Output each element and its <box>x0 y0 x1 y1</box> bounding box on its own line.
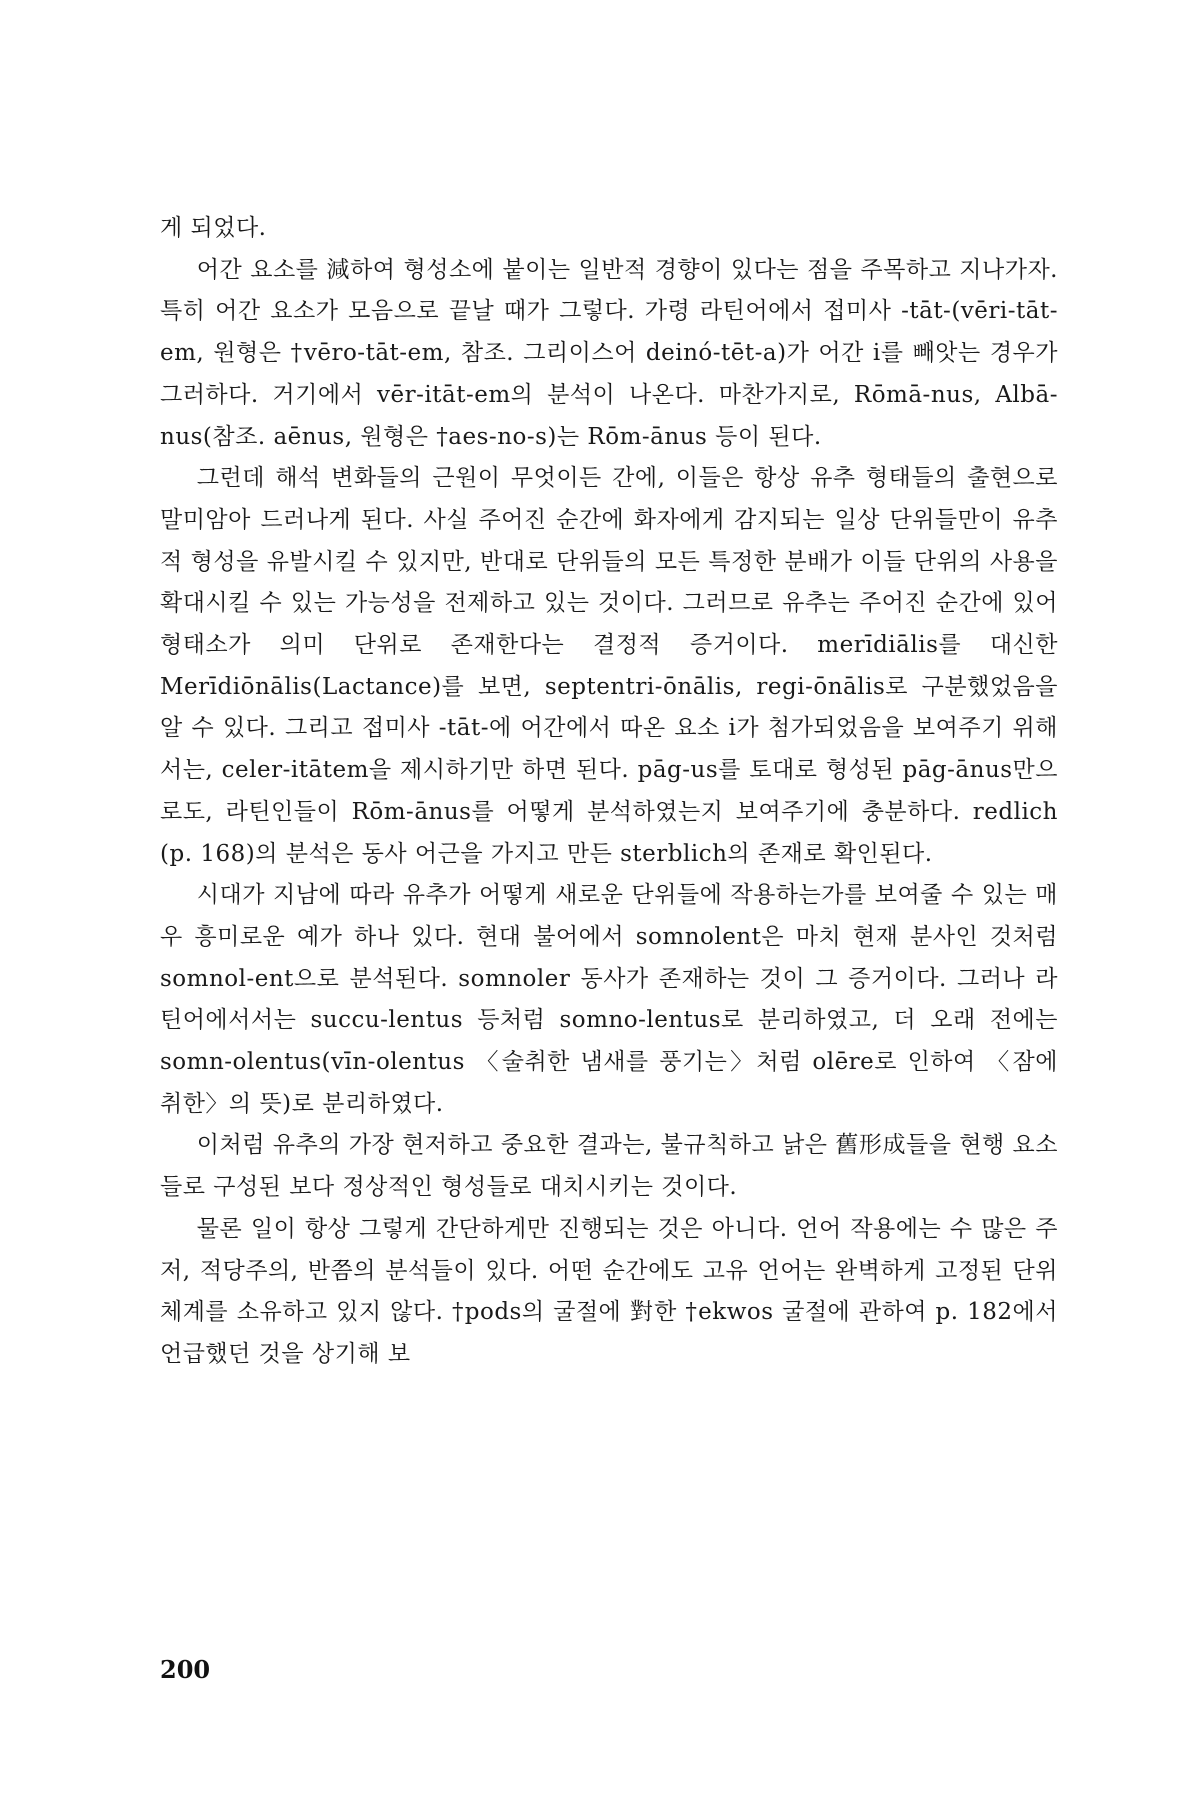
paragraph-analogy-evidence: 그런데 해석 변화들의 근원이 무엇이든 간에, 이들은 항상 유추 형태들의 출현으로 말미암아 드러나게 된다. 사실 주어진 순간에 화자에게 감지되는 일상 단위들만이 유추적 형성을 유발시킬 수 있지만, 반대로 단위들의 모든 특정한 분배가 이들 단위의 사용을 확대시킬 수 있는 가능성을 전제하고 있는 것이다. 그러므로 유추는 주어진 순간에 있어 형태소가 의미 단위로 존재한다는 결정적 증거이다. merīdiālis를 대신한 Merīdiōnālis(Lactance)를 보면, septentri-ōnālis, regi-ōnālis로 구분했었음을 알 수 있다. 그리고 접미사 -tāt-에 어간에서 따온 요소 i가 첨가되었음을 보여주기 위해서는, celer-itātem을 제시하기만 하면 된다. pāg-us를 토대로 형성된 pāg-ānus만으로도, 라틴인들이 Rōm-ānus를 어떻게 분석하였는지 보여주기에 충분하다. redlich (p. 168)의 분석은 동사 어근을 가지고 만든 sterblich의 존재로 확인된다. <box>160 465 1058 867</box>
page-number: 200 <box>160 1655 211 1684</box>
page-body <box>160 208 1058 1376</box>
paragraph-analogy-result: 이처럼 유추의 가장 현저하고 중요한 결과는, 불규칙하고 낡은 舊形成들을 현행 요소들로 구성된 보다 정상적인 형성들로 대치시키는 것이다. <box>160 1132 1058 1201</box>
paragraph-somnolent-example: 시대가 지남에 따라 유추가 어떻게 새로운 단위들에 작용하는가를 보여줄 수 있는 매우 흥미로운 예가 하나 있다. 현대 불어에서 somnolent은 마치 현재 분사인 것처럼 somnol-ent으로 분석된다. somnoler 동사가 존재하는 것이 그 증거이다. 그러나 라틴어에서서는 succu-lentus 등처럼 somno-lentus로 분리하였고, 더 오래 전에는 somn-olentus(vīn-olentus 〈술취한 냄새를 풍기는〉처럼 olēre로 인하여 〈잠에 취한〉의 뜻)로 분리하였다. <box>160 882 1058 1117</box>
paragraph-hesitations: 물론 일이 항상 그렇게 간단하게만 진행되는 것은 아니다. 언어 작용에는 수 많은 주저, 적당주의, 반쯤의 분석들이 있다. 어떤 순간에도 고유 언어는 완벽하게 고정된 단위 체계를 소유하고 있지 않다. †pods의 굴절에 對한 †ekwos 굴절에 관하여 p. 182에서 언급했던 것을 상기해 보 <box>160 1215 1058 1367</box>
paragraph-continuation: 게 되었다. <box>160 215 267 241</box>
paragraph-stem-reduction: 어간 요소를 減하여 형성소에 붙이는 일반적 경향이 있다는 점을 주목하고 지나가자. 특히 어간 요소가 모음으로 끝날 때가 그렇다. 가령 라틴어에서 접미사 -tāt-(vēri-tāt-em, 원형은 †vēro-tāt-em, 참조. 그리이스어 deinó-tēt-a)가 어간 i를 빼앗는 경우가 그러하다. 거기에서 vēr-itāt-em의 분석이 나온다. 마찬가지로, Rōmā-nus, Albā-nus(참조. aēnus, 원형은 †aes-no-s)는 Rōm-ānus 등이 된다. <box>160 256 1058 450</box>
